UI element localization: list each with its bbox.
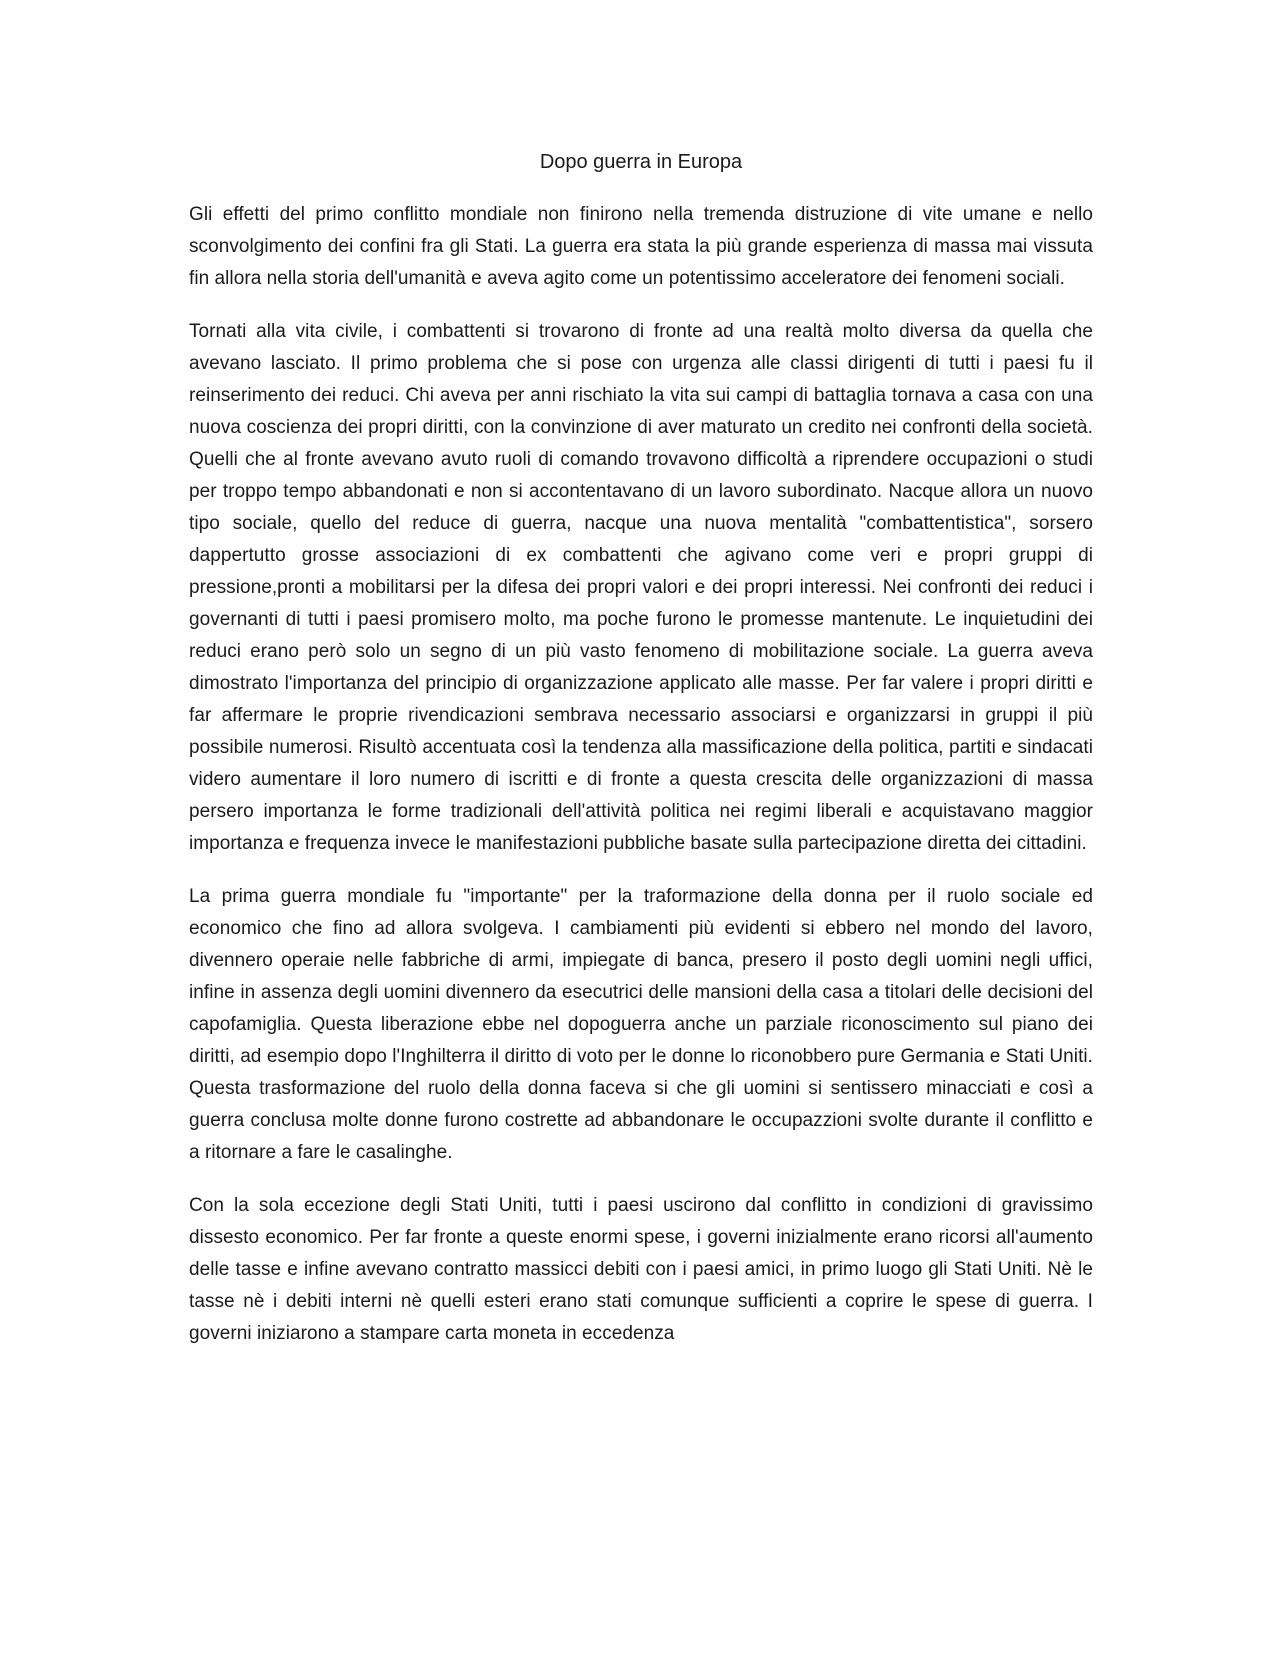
paragraph-1: Gli effetti del primo conflitto mondiale non finirono nella tremenda distruzione di vite umane e nello sconvolgimento dei confini fra gli Stati. La guerra era stata la più grande esperienza di massa mai vissuta fin allora nella storia dell'umanità e aveva agito come un potentissimo acceleratore dei fenomeni sociali. [189,204,1093,289]
document-title: Dopo guerra in Europa [539,151,743,173]
paragraph-4: Con la sola eccezione degli Stati Uniti, tutti i paesi uscirono dal conflitto in condizioni di gravissimo dissesto economico. Per far fronte a queste enormi spese, i governi inizialmente erano ricorsi all'aumento delle tasse e infine avevano contratto massicci debiti con i paesi amici, in primo luogo gli Stati Uniti. Nè le tasse nè i debiti interni nè quelli esteri erano stati comunque sufficienti a coprire le spese di guerra. I governi iniziarono a stampare carta moneta in eccedenza [189,1195,1093,1344]
paragraph-2: Tornati alla vita civile, i combattenti si trovarono di fronte ad una realtà molto diversa da quella che avevano lasciato. Il primo problema che si pose con urgenza alle classi dirigenti di tutti i paesi fu il reinserimento dei reduci. Chi aveva per anni rischiato la vita sui campi di battaglia tornava a casa con una nuova coscienza dei propri diritti, con la convinzione di aver maturato un credito nei confronti della società. Quelli che al fronte avevano avuto ruoli di comando trovavono difficoltà a riprendere occupazioni o studi per troppo tempo abbandonati e non si accontentavano di un lavoro subordinato. Nacque allora un nuovo tipo sociale, quello del reduce di guerra, nacque una nuova mentalità "combattentistica", sorsero dappertutto grosse associazioni di ex combattenti che agivano come veri e propri gruppi di pressione,pronti a mobilitarsi per la difesa dei propri valori e dei propri interessi. Nei confronti dei reduci i governanti di tutti i paesi promisero molto, ma poche furono le promesse mantenute. Le inquietudini dei reduci erano però solo un segno di un più vasto fenomeno di mobilitazione sociale. La guerra aveva dimostrato l'importanza del principio di organizzazione applicato alle masse. Per far valere i propri diritti e far affermare le proprie rivendicazioni sembrava necessario associarsi e organizzarsi in gruppi il più possibile numerosi. Risultò accentuata così la tendenza alla massificazione della politica, partiti e sindacati videro aumentare il loro numero di iscritti e di fronte a questa crescita delle organizzazioni di massa persero importanza le forme tradizionali dell'attività politica nei regimi liberali e acquistavano maggior importanza e frequenza invece le manifestazioni pubbliche basate sulla partecipazione diretta dei cittadini. [189,321,1093,854]
document-body [189,146,1093,1371]
paragraph-3: La prima guerra mondiale fu "importante" per la traformazione della donna per il ruolo sociale ed economico che fino ad allora svolgeva. I cambiamenti più evidenti si ebbero nel mondo del lavoro, divennero operaie nelle fabbriche di armi, impiegate di banca, presero il posto degli uomini negli uffici, infine in assenza degli uomini divennero da esecutrici delle mansioni della casa a titolari delle decisioni del capofamiglia. Questa liberazione ebbe nel dopoguerra anche un parziale riconoscimento sul piano dei diritti, ad esempio dopo l'Inghilterra il diritto di voto per le donne lo riconobbero pure Germania e Stati Uniti. Questa trasformazione del ruolo della donna faceva si che gli uomini si sentissero minacciati e così a guerra conclusa molte donne furono costrette ad abbandonare le occupazzioni svolte durante il conflitto e a ritornare a fare le casalinghe. [189,886,1093,1163]
